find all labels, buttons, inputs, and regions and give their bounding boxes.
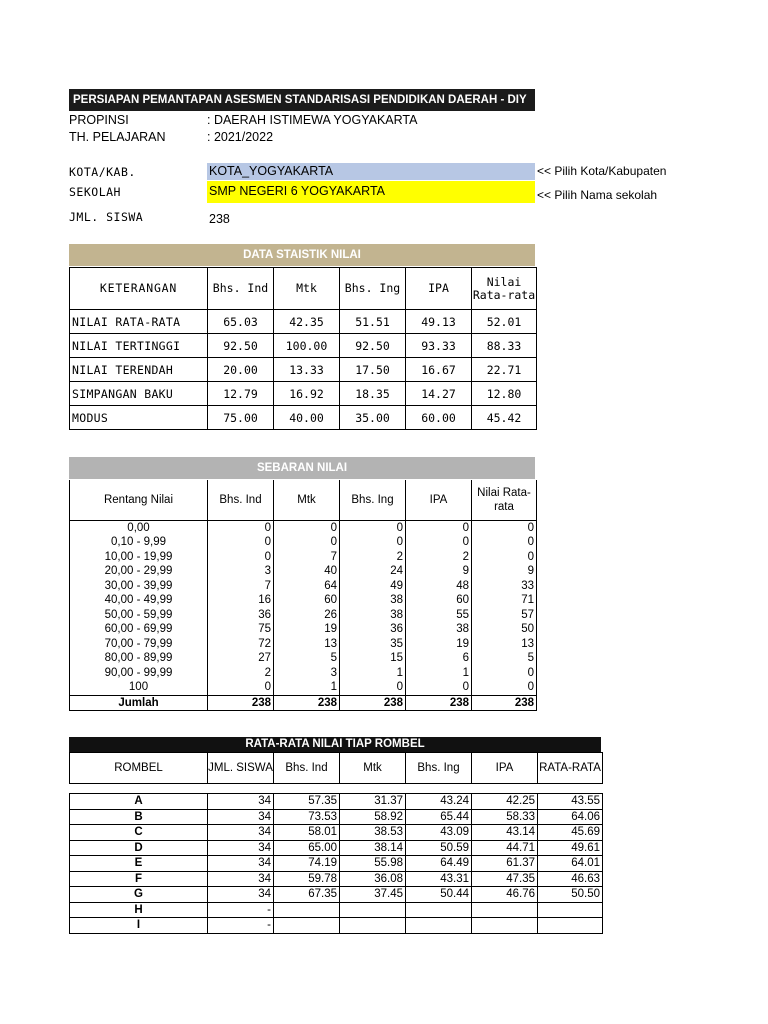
stat-value: 92.50 bbox=[340, 334, 406, 358]
rombel-value: 34 bbox=[208, 856, 274, 872]
rombel-value: 31.37 bbox=[340, 794, 406, 810]
rombel-row bbox=[70, 887, 603, 903]
stat-value: 40.00 bbox=[274, 406, 340, 430]
range-label: 0,10 - 9,99 bbox=[70, 535, 208, 550]
rombel-value: 58.92 bbox=[340, 809, 406, 825]
stat-value: 51.51 bbox=[340, 310, 406, 334]
rombel-value: 61.37 bbox=[472, 856, 538, 872]
rombel-value: 74.19 bbox=[274, 856, 340, 872]
rombel-value: 34 bbox=[208, 871, 274, 887]
stats-row bbox=[70, 382, 537, 406]
rombel-value: 58.33 bbox=[472, 809, 538, 825]
rombel-value bbox=[538, 918, 603, 934]
rombel-value: 37.45 bbox=[340, 887, 406, 903]
count-value: 5 bbox=[274, 651, 340, 666]
stat-value: 16.92 bbox=[274, 382, 340, 406]
stat-value: 35.00 bbox=[340, 406, 406, 430]
tahun-value: : 2021/2022 bbox=[207, 130, 274, 144]
count-value: 60 bbox=[274, 593, 340, 608]
col-nilai-rata-rata: Nilai Rata-rata bbox=[472, 268, 537, 310]
count-value: 0 bbox=[208, 535, 274, 550]
rombel-header-table bbox=[69, 752, 603, 784]
col-bhs-ing: Bhs. Ing bbox=[340, 268, 406, 310]
rombel-value: 34 bbox=[208, 887, 274, 903]
range-label: 60,00 - 69,99 bbox=[70, 622, 208, 637]
rombel-class: E bbox=[70, 856, 208, 872]
rombel-value bbox=[340, 902, 406, 918]
range-label: 90,00 - 99,99 bbox=[70, 666, 208, 681]
stat-value: 75.00 bbox=[208, 406, 274, 430]
count-value: 40 bbox=[274, 564, 340, 579]
col-bhs-ing: Bhs. Ing bbox=[406, 753, 472, 784]
propinsi-label: PROPINSI bbox=[69, 113, 129, 127]
count-value: 16 bbox=[208, 593, 274, 608]
stat-value: 12.79 bbox=[208, 382, 274, 406]
range-label: 30,00 - 39,99 bbox=[70, 579, 208, 594]
stat-value: 52.01 bbox=[472, 310, 537, 334]
rombel-value: - bbox=[208, 918, 274, 934]
count-value: 1 bbox=[274, 680, 340, 695]
sekolah-hint: << Pilih Nama sekolah bbox=[537, 188, 658, 202]
rombel-value: 46.76 bbox=[472, 887, 538, 903]
count-value: 19 bbox=[406, 637, 472, 652]
count-value: 0 bbox=[472, 535, 537, 550]
count-value: 35 bbox=[340, 637, 406, 652]
stats-row bbox=[70, 310, 537, 334]
stats-row bbox=[70, 406, 537, 430]
col-jml-siswa: JML. SISWA bbox=[208, 753, 274, 784]
rombel-value bbox=[538, 902, 603, 918]
col-rata-rata: RATA-RATA bbox=[538, 753, 603, 784]
count-value: 64 bbox=[274, 579, 340, 594]
tahun-label: TH. PELAJARAN bbox=[69, 130, 166, 144]
rombel-value: - bbox=[208, 902, 274, 918]
count-value: 7 bbox=[274, 550, 340, 565]
rombel-value: 67.35 bbox=[274, 887, 340, 903]
col-mtk: Mtk bbox=[274, 268, 340, 310]
rombel-value: 59.78 bbox=[274, 871, 340, 887]
stats-header-row bbox=[70, 268, 537, 310]
rombel-value: 43.14 bbox=[472, 825, 538, 841]
count-value: 0 bbox=[406, 520, 472, 535]
rombel-class: H bbox=[70, 902, 208, 918]
count-value: 2 bbox=[208, 666, 274, 681]
count-value: 0 bbox=[208, 680, 274, 695]
count-value: 0 bbox=[472, 666, 537, 681]
count-value: 5 bbox=[472, 651, 537, 666]
rombel-value: 58.01 bbox=[274, 825, 340, 841]
distribution-row bbox=[70, 651, 537, 666]
rombel-value: 49.61 bbox=[538, 840, 603, 856]
count-value: 0 bbox=[340, 680, 406, 695]
count-value: 49 bbox=[340, 579, 406, 594]
kota-select[interactable]: KOTA_YOGYAKARTA bbox=[207, 163, 535, 180]
col-bhs-ind: Bhs. Ind bbox=[208, 480, 274, 520]
rombel-value: 73.53 bbox=[274, 809, 340, 825]
count-value: 13 bbox=[274, 637, 340, 652]
rombel-value: 43.24 bbox=[406, 794, 472, 810]
stat-value: 13.33 bbox=[274, 358, 340, 382]
range-label: 70,00 - 79,99 bbox=[70, 637, 208, 652]
rombel-value: 50.50 bbox=[538, 887, 603, 903]
distribution-header-row bbox=[70, 480, 537, 520]
rombel-row bbox=[70, 856, 603, 872]
rombel-value: 45.69 bbox=[538, 825, 603, 841]
range-label: 0,00 bbox=[70, 520, 208, 535]
range-label: 100 bbox=[70, 680, 208, 695]
count-value: 26 bbox=[274, 608, 340, 623]
rombel-row bbox=[70, 794, 603, 810]
rombel-value: 44.71 bbox=[472, 840, 538, 856]
rombel-value: 64.01 bbox=[538, 856, 603, 872]
propinsi-value: : DAERAH ISTIMEWA YOGYAKARTA bbox=[207, 113, 418, 127]
count-value: 0 bbox=[406, 680, 472, 695]
distribution-row bbox=[70, 579, 537, 594]
stat-name: NILAI TERTINGGI bbox=[70, 334, 208, 358]
range-label: 10,00 - 19,99 bbox=[70, 550, 208, 565]
rombel-class: C bbox=[70, 825, 208, 841]
count-value: 9 bbox=[406, 564, 472, 579]
col-ipa: IPA bbox=[406, 480, 472, 520]
rombel-value bbox=[274, 902, 340, 918]
rombel-header: RATA-RATA NILAI TIAP ROMBEL bbox=[69, 737, 601, 752]
count-value: 0 bbox=[274, 520, 340, 535]
distribution-row bbox=[70, 680, 537, 695]
count-value: 2 bbox=[406, 550, 472, 565]
rombel-row bbox=[70, 825, 603, 841]
count-value: 27 bbox=[208, 651, 274, 666]
range-label: 20,00 - 29,99 bbox=[70, 564, 208, 579]
stat-name: MODUS bbox=[70, 406, 208, 430]
rombel-value: 43.09 bbox=[406, 825, 472, 841]
rombel-value: 64.49 bbox=[406, 856, 472, 872]
rombel-value bbox=[406, 918, 472, 934]
count-value: 1 bbox=[406, 666, 472, 681]
count-value: 0 bbox=[208, 520, 274, 535]
distribution-total-row bbox=[70, 695, 537, 711]
col-mtk: Mtk bbox=[340, 753, 406, 784]
stat-value: 14.27 bbox=[406, 382, 472, 406]
count-value: 33 bbox=[472, 579, 537, 594]
siswa-label: JML. SISWA bbox=[69, 210, 144, 224]
count-value: 15 bbox=[340, 651, 406, 666]
count-value: 3 bbox=[274, 666, 340, 681]
sekolah-select[interactable]: SMP NEGERI 6 YOGYAKARTA bbox=[207, 181, 535, 203]
rombel-value: 50.44 bbox=[406, 887, 472, 903]
total-value: 238 bbox=[274, 695, 340, 711]
col-nilai-rata-rata: Nilai Rata-rata bbox=[472, 480, 537, 520]
distribution-header: SEBARAN NILAI bbox=[69, 457, 535, 479]
count-value: 60 bbox=[406, 593, 472, 608]
rombel-value: 64.06 bbox=[538, 809, 603, 825]
count-value: 75 bbox=[208, 622, 274, 637]
stat-value: 49.13 bbox=[406, 310, 472, 334]
count-value: 0 bbox=[472, 520, 537, 535]
rombel-value: 57.35 bbox=[274, 794, 340, 810]
stat-value: 45.42 bbox=[472, 406, 537, 430]
count-value: 57 bbox=[472, 608, 537, 623]
distribution-row bbox=[70, 608, 537, 623]
distribution-row bbox=[70, 550, 537, 565]
stats-row bbox=[70, 358, 537, 382]
rombel-value bbox=[340, 918, 406, 934]
count-value: 7 bbox=[208, 579, 274, 594]
stat-name: NILAI TERENDAH bbox=[70, 358, 208, 382]
distribution-row bbox=[70, 637, 537, 652]
count-value: 55 bbox=[406, 608, 472, 623]
rombel-row bbox=[70, 918, 603, 934]
kota-hint: << Pilih Kota/Kabupaten bbox=[537, 164, 667, 178]
total-value: 238 bbox=[340, 695, 406, 711]
count-value: 3 bbox=[208, 564, 274, 579]
rombel-class: A bbox=[70, 794, 208, 810]
rombel-row bbox=[70, 809, 603, 825]
distribution-row bbox=[70, 520, 537, 535]
count-value: 0 bbox=[406, 535, 472, 550]
rombel-value: 36.08 bbox=[340, 871, 406, 887]
col-rombel: ROMBEL bbox=[70, 753, 208, 784]
rombel-value bbox=[472, 918, 538, 934]
kota-label: KOTA/KAB. bbox=[69, 165, 136, 179]
count-value: 2 bbox=[340, 550, 406, 565]
rombel-value: 34 bbox=[208, 825, 274, 841]
count-value: 38 bbox=[406, 622, 472, 637]
stats-table bbox=[69, 267, 537, 430]
count-value: 6 bbox=[406, 651, 472, 666]
stat-value: 22.71 bbox=[472, 358, 537, 382]
distribution-row bbox=[70, 622, 537, 637]
distribution-table bbox=[69, 480, 537, 711]
stat-value: 17.50 bbox=[340, 358, 406, 382]
count-value: 72 bbox=[208, 637, 274, 652]
rombel-header-row bbox=[70, 753, 603, 784]
col-ipa: IPA bbox=[406, 268, 472, 310]
total-value: 238 bbox=[208, 695, 274, 711]
count-value: 0 bbox=[274, 535, 340, 550]
distribution-row bbox=[70, 593, 537, 608]
count-value: 71 bbox=[472, 593, 537, 608]
rombel-class: F bbox=[70, 871, 208, 887]
stat-value: 42.35 bbox=[274, 310, 340, 334]
count-value: 0 bbox=[472, 680, 537, 695]
distribution-row bbox=[70, 564, 537, 579]
rombel-value: 55.98 bbox=[340, 856, 406, 872]
rombel-row bbox=[70, 902, 603, 918]
rombel-row bbox=[70, 871, 603, 887]
stat-value: 100.00 bbox=[274, 334, 340, 358]
count-value: 19 bbox=[274, 622, 340, 637]
count-value: 9 bbox=[472, 564, 537, 579]
range-label: 50,00 - 59,99 bbox=[70, 608, 208, 623]
col-rentang-nilai: Rentang Nilai bbox=[70, 480, 208, 520]
rombel-value: 42.25 bbox=[472, 794, 538, 810]
count-value: 0 bbox=[340, 535, 406, 550]
distribution-row bbox=[70, 535, 537, 550]
col-ipa: IPA bbox=[472, 753, 538, 784]
rombel-class: G bbox=[70, 887, 208, 903]
total-value: 238 bbox=[472, 695, 537, 711]
stat-value: 92.50 bbox=[208, 334, 274, 358]
col-keterangan: KETERANGAN bbox=[70, 268, 208, 310]
page-title: PERSIAPAN PEMANTAPAN ASESMEN STANDARISASI PENDIDIKAN DAERAH - DIY bbox=[69, 89, 535, 111]
range-label: 80,00 - 89,99 bbox=[70, 651, 208, 666]
rombel-value: 38.53 bbox=[340, 825, 406, 841]
count-value: 36 bbox=[340, 622, 406, 637]
stat-value: 60.00 bbox=[406, 406, 472, 430]
siswa-value: 238 bbox=[209, 212, 230, 226]
total-value: 238 bbox=[406, 695, 472, 711]
rombel-value: 47.35 bbox=[472, 871, 538, 887]
stat-value: 12.80 bbox=[472, 382, 537, 406]
rombel-value: 34 bbox=[208, 840, 274, 856]
rombel-value bbox=[472, 902, 538, 918]
count-value: 48 bbox=[406, 579, 472, 594]
rombel-value: 34 bbox=[208, 809, 274, 825]
stat-value: 16.67 bbox=[406, 358, 472, 382]
count-value: 38 bbox=[340, 593, 406, 608]
count-value: 38 bbox=[340, 608, 406, 623]
range-label: 40,00 - 49,99 bbox=[70, 593, 208, 608]
count-value: 0 bbox=[208, 550, 274, 565]
stat-name: NILAI RATA-RATA bbox=[70, 310, 208, 334]
rombel-value bbox=[274, 918, 340, 934]
distribution-row bbox=[70, 666, 537, 681]
count-value: 24 bbox=[340, 564, 406, 579]
rombel-value: 50.59 bbox=[406, 840, 472, 856]
stat-name: SIMPANGAN BAKU bbox=[70, 382, 208, 406]
count-value: 36 bbox=[208, 608, 274, 623]
stats-header: DATA STAISTIK NILAI bbox=[69, 244, 535, 266]
stat-value: 18.35 bbox=[340, 382, 406, 406]
rombel-value bbox=[406, 902, 472, 918]
rombel-row bbox=[70, 840, 603, 856]
count-value: 13 bbox=[472, 637, 537, 652]
stat-value: 65.03 bbox=[208, 310, 274, 334]
stats-row bbox=[70, 334, 537, 358]
rombel-class: I bbox=[70, 918, 208, 934]
count-value: 50 bbox=[472, 622, 537, 637]
stat-value: 88.33 bbox=[472, 334, 537, 358]
count-value: 1 bbox=[340, 666, 406, 681]
rombel-value: 34 bbox=[208, 794, 274, 810]
stat-value: 93.33 bbox=[406, 334, 472, 358]
rombel-value: 43.55 bbox=[538, 794, 603, 810]
rombel-table bbox=[69, 793, 603, 934]
col-bhs-ind: Bhs. Ind bbox=[274, 753, 340, 784]
sekolah-label: SEKOLAH bbox=[69, 185, 121, 199]
rombel-class: B bbox=[70, 809, 208, 825]
rombel-value: 46.63 bbox=[538, 871, 603, 887]
col-bhs-ing: Bhs. Ing bbox=[340, 480, 406, 520]
rombel-value: 65.44 bbox=[406, 809, 472, 825]
rombel-value: 43.31 bbox=[406, 871, 472, 887]
col-mtk: Mtk bbox=[274, 480, 340, 520]
count-value: 0 bbox=[472, 550, 537, 565]
stat-value: 20.00 bbox=[208, 358, 274, 382]
rombel-value: 65.00 bbox=[274, 840, 340, 856]
rombel-value: 38.14 bbox=[340, 840, 406, 856]
col-bhs-ind: Bhs. Ind bbox=[208, 268, 274, 310]
rombel-class: D bbox=[70, 840, 208, 856]
count-value: 0 bbox=[340, 520, 406, 535]
total-label: Jumlah bbox=[70, 695, 208, 711]
